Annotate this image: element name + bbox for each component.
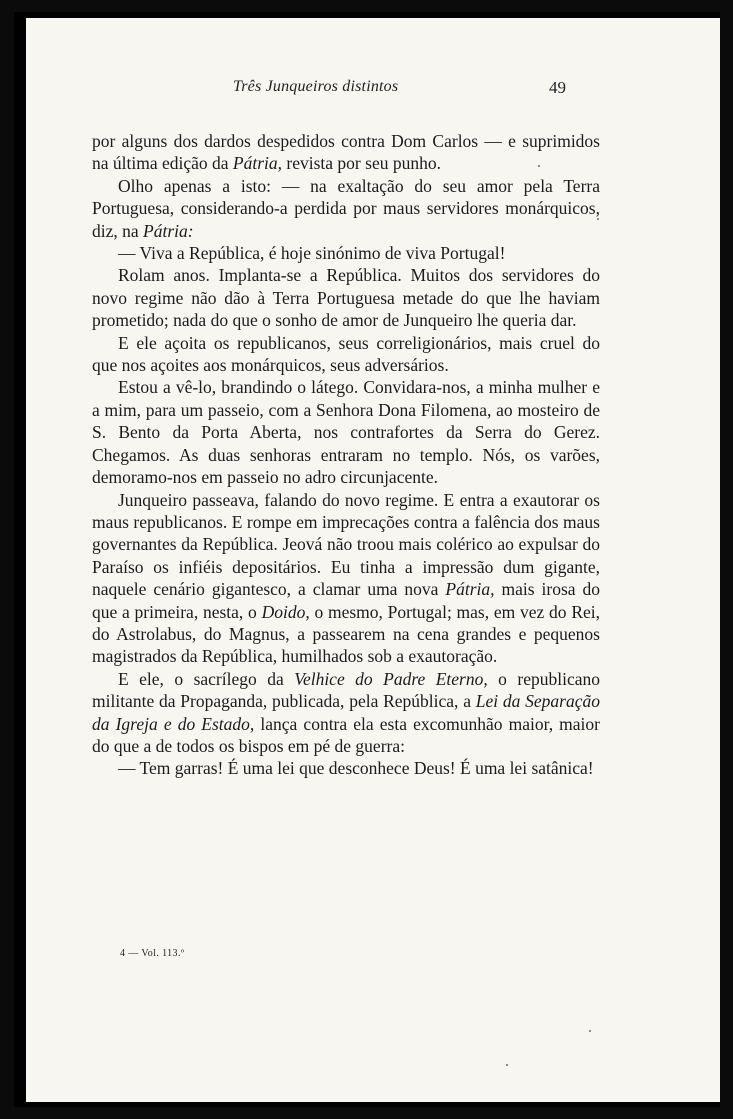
book-page — [26, 18, 720, 1102]
paragraph — [92, 242, 600, 264]
body-text — [92, 130, 600, 780]
paragraph — [92, 489, 600, 668]
paragraph — [92, 332, 600, 377]
text-run: por alguns dos dardos despedidos contra Dom Carlos — e suprimidos na última edição da — [92, 131, 600, 174]
text-run: o republicano militante da Propaganda, publicada, pela República, a — [92, 668, 600, 712]
text-run: Junqueiro passeava, falando do novo regime. E entra a exautorar os maus republicanos. E rompe em imprecações contra a falência dos maus governantes da República. Jeová não troou mais colérico ao expulsar do Paraíso os infiéis depositários. Eu tinha a impressão dum gigante, naquele cenário gigantesco, a clamar uma nova — [92, 489, 600, 600]
paragraph — [92, 757, 600, 779]
text-run: Rolam anos. Implanta-se a República. Muitos dos servidores do novo regime não dão à Terra Portuguesa metade do que lhe haviam prometido; nada do que o sonho de amor de Junqueiro lhe queria dar. — [92, 265, 600, 331]
text-run: o mesmo, Portugal; mas, em vez do Rei, do Astrolabus, do Magnus, a passearem na cena grandes e pequenos magistrados da República, humilhados sob a exautoração. — [92, 601, 600, 667]
paragraph — [92, 376, 600, 488]
signature-mark: 4 — Vol. 113.º — [120, 948, 185, 959]
text-run: Estou a vê-lo, brandindo o látego. Convidara-nos, a minha mulher e a mim, para um passeio, com a Senhora Dona Filomena, ao mosteiro de S. Bento da Porta Aberta, nos contrafortes da Serra do Gerez. Chegamos. As duas senhoras entraram no templo. Nós, os varões, demoramo-nos em passeio no adro circunjacente. — [92, 377, 600, 488]
paragraph — [92, 668, 600, 758]
paragraph — [92, 130, 600, 175]
italic-title: Lei da Separação da Igreja e do Estado, — [92, 691, 600, 734]
text-run: — Tem garras! É uma lei que desconhece Deus! É uma lei satânica! — [118, 758, 594, 779]
text-run: — Viva a República, é hoje sinónimo de viva Portugal! — [118, 243, 506, 264]
text-run: E ele açoita os republicanos, seus correligionários, mais cruel do que nos açoites aos monárquicos, seus adversários. — [92, 332, 600, 376]
italic-title: Velhice do Padre Eterno, — [294, 668, 488, 689]
italic-title: Pátria, — [232, 153, 283, 174]
text-run: E ele, o sacrílego da — [118, 668, 295, 689]
text-run: revista por seu punho. — [282, 153, 441, 174]
text-run: Olho apenas a isto: — na exaltação do seu amor pela Terra Portuguesa, considerando-a perdida por maus servidores monárquicos, diz, na — [92, 175, 600, 241]
page-number: 49 — [549, 78, 566, 97]
paragraph — [92, 175, 600, 242]
italic-title: Pátria, — [445, 579, 495, 600]
text-run: lança contra ela esta excomunhão maior, maior do que a de todos os bispos em pé de guerra: — [92, 713, 601, 756]
paragraph — [92, 264, 600, 331]
italic-title: Pátria: — [143, 220, 194, 241]
italic-title: Doido, — [261, 601, 310, 622]
text-run: mais irosa do que a primeira, nesta, o — [92, 579, 600, 622]
page-header — [26, 78, 720, 102]
running-title: Três Junqueiros distintos — [233, 78, 399, 95]
